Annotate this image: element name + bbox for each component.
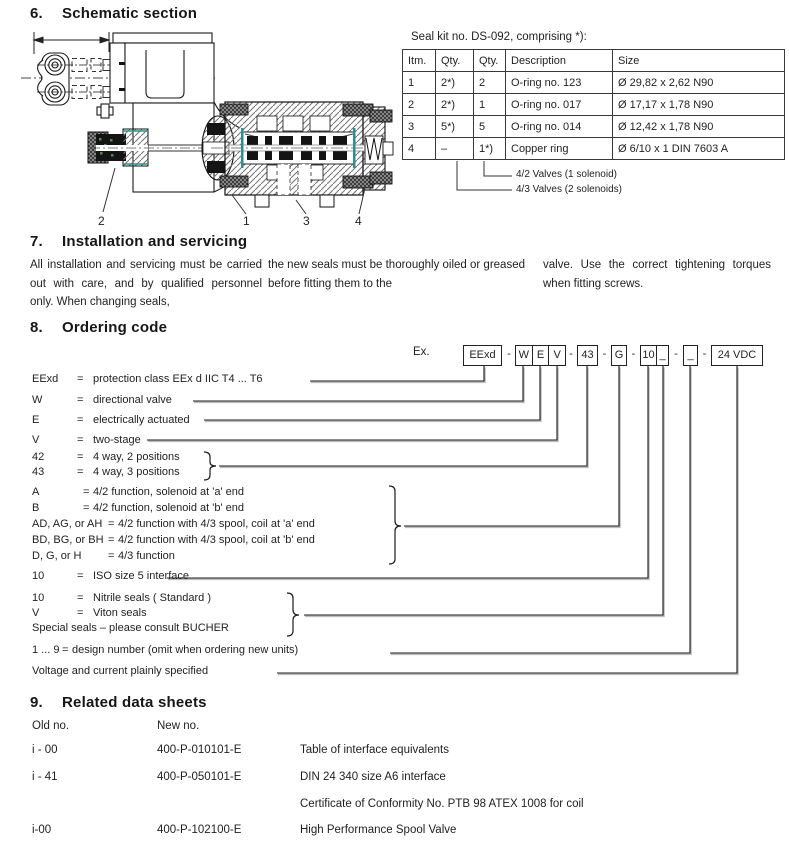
code-cell-w: W xyxy=(518,349,530,361)
seal-kit-table xyxy=(402,49,785,160)
related-old-no: i-00 xyxy=(32,824,52,836)
equals: = xyxy=(62,644,69,656)
ordering-row xyxy=(32,414,190,426)
equals: = xyxy=(77,434,84,446)
cell: O-ring no. 123 xyxy=(506,72,613,94)
cell: 3 xyxy=(403,116,436,138)
code-box-10-blank xyxy=(640,345,669,366)
footnote-4-3-valves: 4/3 Valves (2 solenoids) xyxy=(516,184,622,195)
section-9-title: Related data sheets xyxy=(62,694,207,711)
code-key: 42 xyxy=(32,451,45,463)
table-row xyxy=(403,94,785,116)
equals: = xyxy=(83,486,90,498)
table-row xyxy=(403,138,785,160)
equals: = xyxy=(77,466,84,478)
code-description: ISO size 5 interface xyxy=(93,570,189,582)
code-key: 1 ... 9 xyxy=(32,644,60,656)
section-6-heading xyxy=(30,5,197,22)
col-header: Qty. xyxy=(474,50,506,72)
ordering-row xyxy=(32,570,189,582)
code-key: V xyxy=(32,607,40,619)
code-key: B xyxy=(32,502,40,514)
cell: O-ring no. 017 xyxy=(506,94,613,116)
part-label-1: 1 xyxy=(243,214,250,228)
section-8-title: Ordering code xyxy=(62,319,168,336)
related-description: Certificate of Conformity No. PTB 98 ATEX 1008 for coil xyxy=(300,798,584,810)
dimension-line xyxy=(34,32,109,54)
code-cell-blank: _ xyxy=(656,346,668,365)
ordering-row xyxy=(32,644,298,656)
code-key: E xyxy=(32,414,40,426)
code-key: 10 xyxy=(32,570,45,582)
seal-kit-header-row xyxy=(403,50,785,72)
col-header: Qty. xyxy=(436,50,474,72)
ordering-row xyxy=(32,451,180,463)
section-7-title: Installation and servicing xyxy=(62,233,248,250)
part-label-4: 4 xyxy=(355,214,362,228)
equals: = xyxy=(108,534,115,546)
code-description: Special seals – please consult BUCHER xyxy=(32,622,229,634)
related-description: High Performance Spool Valve xyxy=(300,824,457,836)
ordering-row xyxy=(32,665,208,677)
code-description: Viton seals xyxy=(93,607,147,619)
ordering-row xyxy=(32,434,141,446)
related-new-no: 400-P-050101-E xyxy=(157,771,242,783)
equals: = xyxy=(77,373,84,385)
code-description: 4/2 function with 4/3 spool, coil at 'b' end xyxy=(118,534,315,546)
code-box-blank: _ xyxy=(683,345,698,366)
code-separator: - xyxy=(702,348,707,360)
ordering-row xyxy=(32,486,244,498)
code-separator: - xyxy=(569,348,573,360)
ordering-row xyxy=(32,502,244,514)
ordering-connector-lines xyxy=(0,335,789,695)
cell: Ø 6/10 x 1 DIN 7603 A xyxy=(613,138,785,160)
code-separator: - xyxy=(674,348,678,360)
equals: = xyxy=(77,570,84,582)
related-old-no: i - 00 xyxy=(32,744,58,756)
code-box-43: 43 xyxy=(577,345,598,366)
code-description: Nitrile seals ( Standard ) xyxy=(93,592,211,604)
equals: = xyxy=(77,607,84,619)
code-description: 4/2 function, solenoid at 'a' end xyxy=(93,486,244,498)
cell: 5*) xyxy=(436,116,474,138)
ordering-row xyxy=(32,518,315,530)
equals: = xyxy=(77,414,84,426)
code-description: electrically actuated xyxy=(93,414,190,426)
table-row xyxy=(403,72,785,94)
phantom-couplers xyxy=(72,59,111,99)
cell: 2*) xyxy=(436,72,474,94)
code-key: BD, BG, or BH xyxy=(32,534,104,546)
installation-paragraph-col3: valve. Use the correct tightening torques when fitting screws. xyxy=(543,259,771,290)
ordering-row xyxy=(32,622,229,634)
code-description: 4/2 function with 4/3 spool, coil at 'a' end xyxy=(118,518,315,530)
equals: = xyxy=(77,592,84,604)
footnote-connector-lines xyxy=(402,161,782,201)
code-separator: - xyxy=(631,348,636,360)
cell: O-ring no. 014 xyxy=(506,116,613,138)
code-description: directional valve xyxy=(93,394,172,406)
code-key: D, G, or H xyxy=(32,550,82,562)
code-key: 10 xyxy=(32,592,45,604)
section-6-number: 6. xyxy=(30,5,43,22)
code-description: 4 way, 3 positions xyxy=(93,466,180,478)
code-key: 43 xyxy=(32,466,45,478)
cell: 2 xyxy=(403,94,436,116)
equals: = xyxy=(83,502,90,514)
seal-kit-title: Seal kit no. DS-092, comprising *): xyxy=(411,31,587,43)
col-header: Size xyxy=(613,50,785,72)
section-9-heading xyxy=(30,694,207,711)
related-col-header-old: Old no. xyxy=(32,720,70,732)
code-cell-10: 10 xyxy=(642,349,655,361)
code-box-eexd: EExd xyxy=(463,345,502,366)
installation-paragraph-col1: All installation and servicing must be carried out with care, and by qualified personnel only. When changing seals, xyxy=(30,259,262,308)
part-label-3: 3 xyxy=(303,214,310,228)
equals: = xyxy=(77,451,84,463)
code-key: A xyxy=(32,486,40,498)
cell: 2*) xyxy=(436,94,474,116)
section-8-number: 8. xyxy=(30,319,43,336)
cell: – xyxy=(436,138,474,160)
code-box-voltage: 24 VDC xyxy=(711,345,763,366)
code-description: design number (omit when ordering new units) xyxy=(72,644,299,656)
cell: Ø 12,42 x 1,78 N90 xyxy=(613,116,785,138)
cell: Ø 29,82 x 2,62 N90 xyxy=(613,72,785,94)
section-8-heading xyxy=(30,319,167,336)
ordering-row xyxy=(32,534,315,546)
ordering-row xyxy=(32,394,172,406)
cell: 5 xyxy=(474,116,506,138)
cell: 1 xyxy=(403,72,436,94)
footnote-4-2-valves: 4/2 Valves (1 solenoid) xyxy=(516,169,617,180)
related-old-no: i - 41 xyxy=(32,771,58,783)
code-key: EExd xyxy=(32,373,59,385)
ordering-row xyxy=(32,607,147,619)
code-cell-e: E xyxy=(532,346,549,365)
code-key: V xyxy=(32,434,40,446)
code-separator: - xyxy=(507,348,511,360)
cell: 1*) xyxy=(474,138,506,160)
equals: = xyxy=(77,394,84,406)
col-header: Description xyxy=(506,50,613,72)
ordering-row xyxy=(32,466,180,478)
section-7-number: 7. xyxy=(30,233,43,250)
code-separator: - xyxy=(602,348,607,360)
code-description: Voltage and current plainly specified xyxy=(32,665,209,677)
related-col-header-new: New no. xyxy=(157,720,200,732)
code-key: W xyxy=(32,394,43,406)
table-row xyxy=(403,116,785,138)
cell: 2 xyxy=(474,72,506,94)
code-description: 4/3 function xyxy=(118,550,175,562)
related-new-no: 400-P-102100-E xyxy=(157,824,242,836)
col-header: Itm. xyxy=(403,50,436,72)
related-new-no: 400-P-010101-E xyxy=(157,744,242,756)
related-description: DIN 24 340 size A6 interface xyxy=(300,771,446,783)
equals: = xyxy=(108,518,115,530)
code-description: 4/2 function, solenoid at 'b' end xyxy=(93,502,244,514)
part-label-2: 2 xyxy=(98,214,105,228)
code-box-wev xyxy=(515,345,566,366)
installation-paragraph-col2: the new seals must be thoroughly oiled or greased before fitting them to the xyxy=(268,259,525,290)
related-description: Table of interface equivalents xyxy=(300,744,449,756)
code-box-g: G xyxy=(611,345,627,366)
section-6-title: Schematic section xyxy=(62,5,198,22)
example-label: Ex. xyxy=(413,346,430,358)
ordering-row xyxy=(32,373,263,385)
cell: 1 xyxy=(474,94,506,116)
equals: = xyxy=(108,550,115,562)
code-description: 4 way, 2 positions xyxy=(93,451,180,463)
cell: Copper ring xyxy=(506,138,613,160)
cell: Ø 17,17 x 1,78 N90 xyxy=(613,94,785,116)
valve-cross-section-drawing xyxy=(15,28,395,228)
cell: 4 xyxy=(403,138,436,160)
ordering-row xyxy=(32,592,211,604)
code-description: two-stage xyxy=(93,434,141,446)
ordering-code-diagram xyxy=(0,335,789,695)
code-cell-v: V xyxy=(548,346,565,365)
section-7-heading xyxy=(30,233,247,250)
ordering-row xyxy=(32,550,175,562)
code-description: protection class EEx d IIC T4 ... T6 xyxy=(93,373,263,385)
code-key: AD, AG, or AH xyxy=(32,518,103,530)
section-9-number: 9. xyxy=(30,694,43,711)
